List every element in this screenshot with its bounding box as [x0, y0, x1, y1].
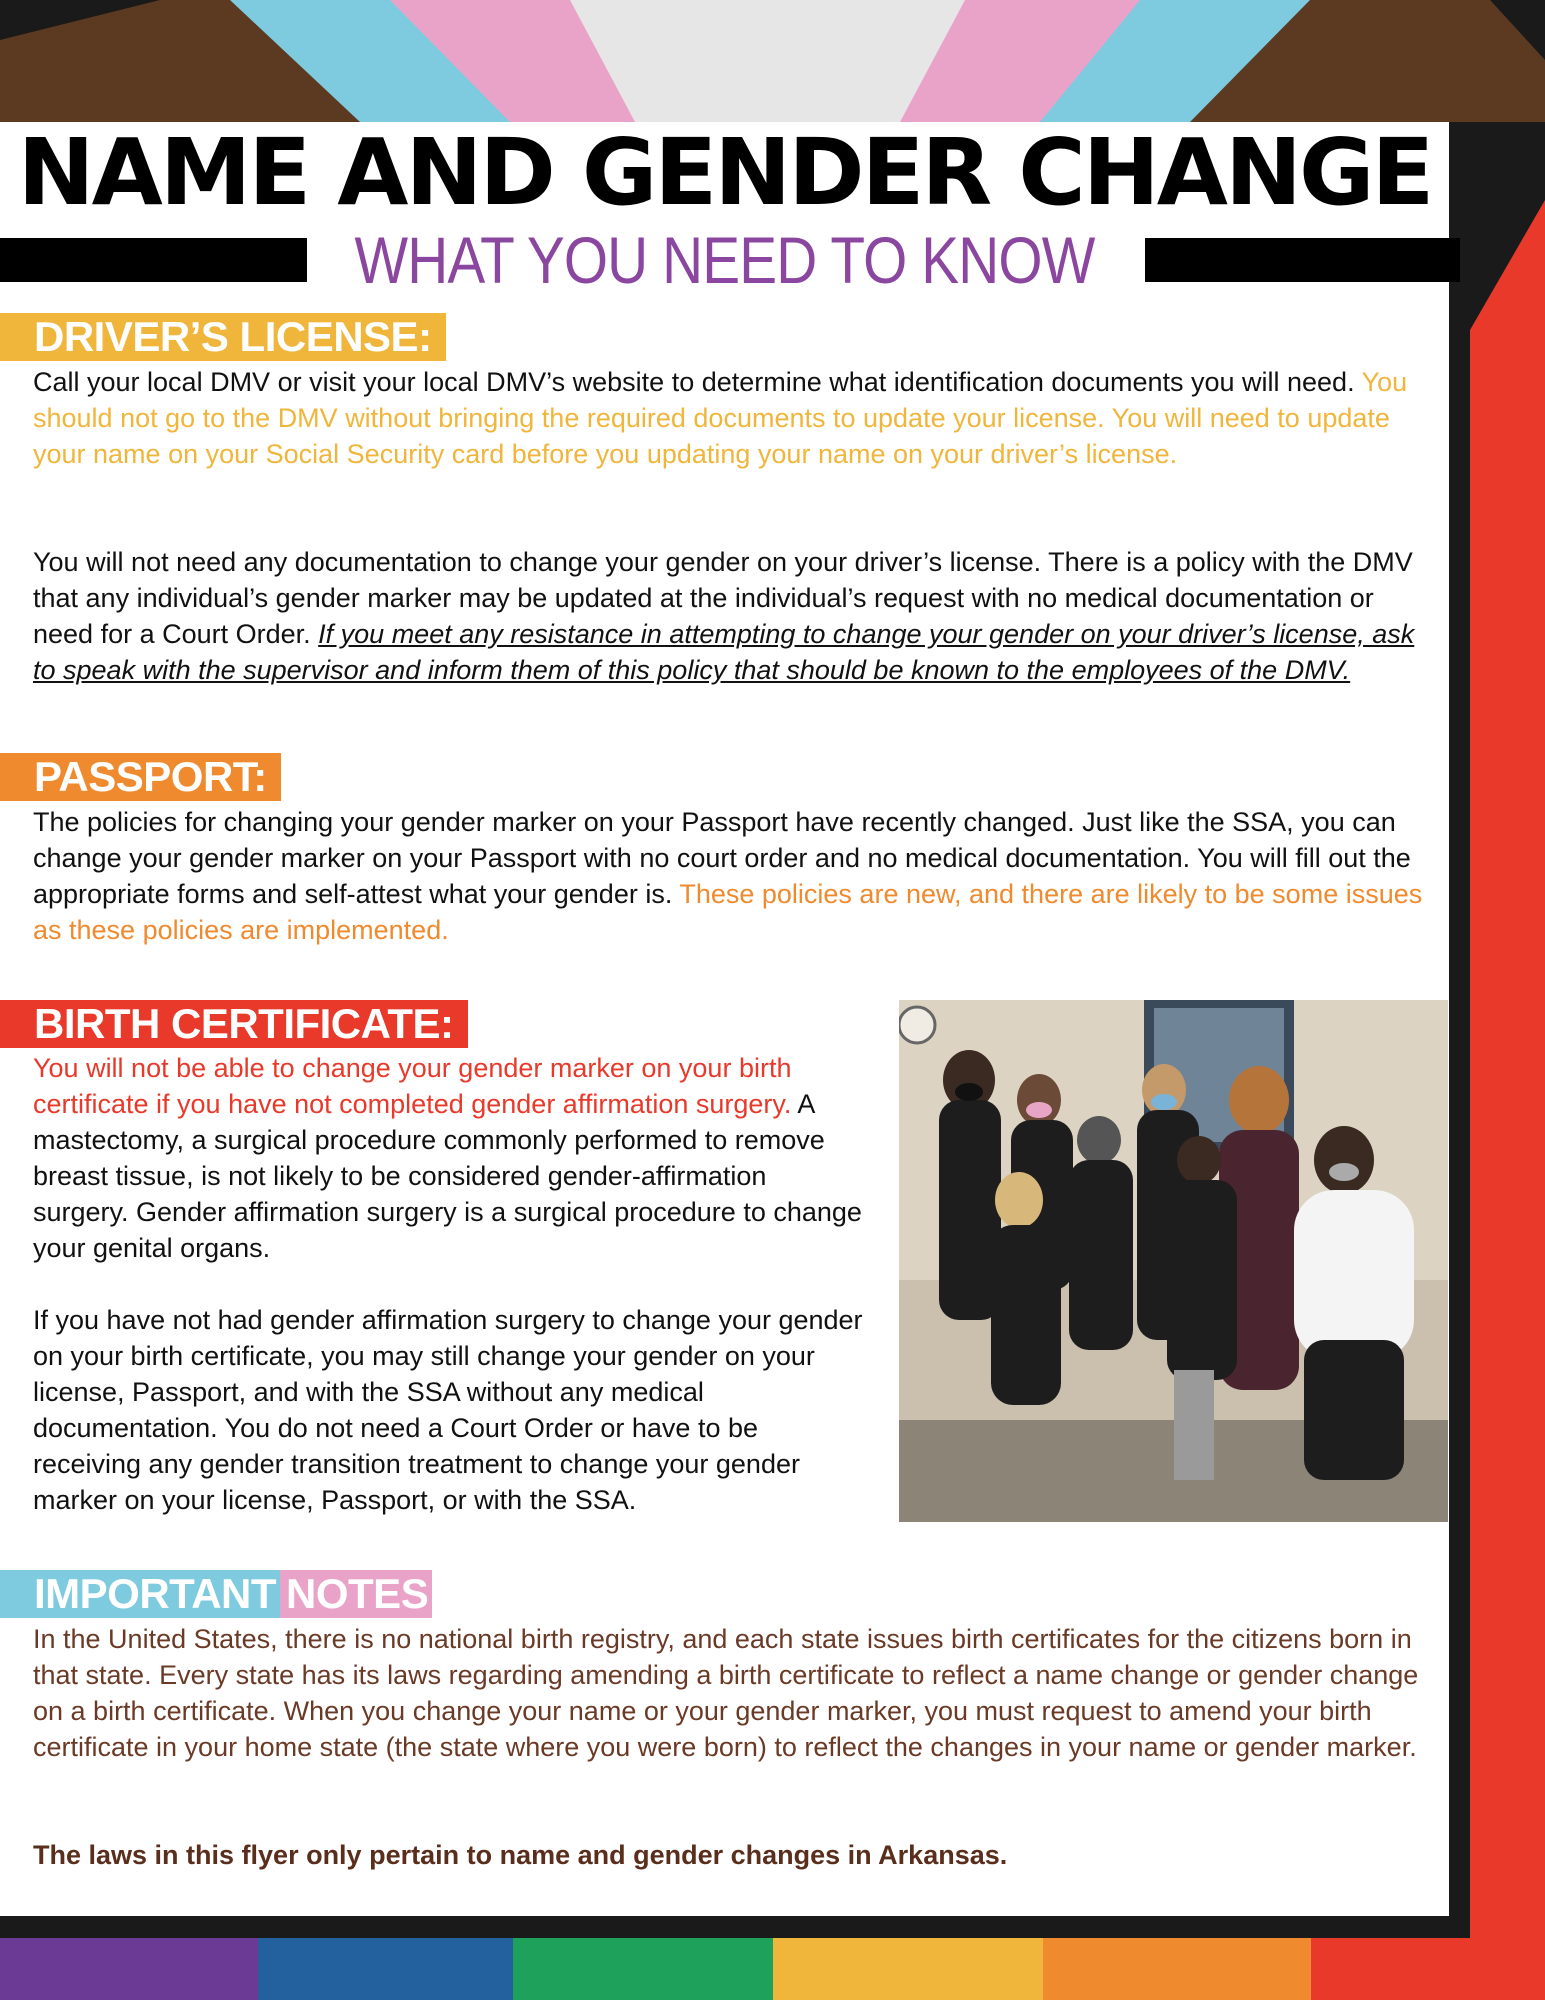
drivers-license-p1-highlight: You should not go to the DMV without bringing the required documents to update your license. You will need to update your name on your Social Security card before you updating your name on your driver’s license. [33, 367, 1408, 469]
passport-heading: PASSPORT: [0, 753, 281, 801]
birth-certificate-paragraph-2: If you have not had gender affirmation surgery to change your gender on your birth certificate, you may still change your gender on your license, Passport, and with the SSA without any medical documentation. You do not need a Court Order or have to be receiving any gender transition treatment to change your gender marker on your license, Passport, or with the SSA. [33, 1305, 863, 1515]
birth-certificate-paragraph-1 [33, 1050, 863, 1266]
bottom-stripe-orange [1043, 1938, 1311, 2000]
drivers-license-p2-text: You will not need any documentation to change your gender on your driver’s license. There is a policy with the DMV that any individual’s gender marker may be updated at the individual’s request with no medical documentation or need for a Court Order. [33, 547, 1413, 649]
important-notes-paragraph: In the United States, there is no national birth registry, and each state issues birth certificates for the citizens born in that state. Every state has its laws regarding amending a birth certificate to reflect a name change or gender change on a birth certificate. When you change your name or your gender marker, you must request to amend your birth certificate in your home state (the state where you were born) to reflect the changes in your name or gender marker. [33, 1624, 1419, 1762]
important-notes-heading-part2: NOTES [280, 1570, 432, 1618]
birth-certificate-p1-highlight: You will not be able to change your gender marker on your birth certificate if you have not completed gender affirmation surgery. [33, 1053, 792, 1119]
bottom-stripe-purple [0, 1938, 258, 2000]
birth-certificate-p1-text: A mastectomy, a surgical procedure commonly performed to remove breast tissue, is not likely to be considered gender-affirmation surgery. Gender affirmation surgery is a surgical procedure to change your genital organs. [33, 1089, 862, 1263]
passport-paragraph [33, 804, 1433, 948]
page-title: NAME AND GENDER CHANGE [17, 119, 1432, 226]
birth-certificate-heading: BIRTH CERTIFICATE: [0, 1000, 468, 1048]
drivers-license-p2-emphasis: If you meet any resistance in attempting to change your gender on your driver’s license, ask to speak with the supervisor and inform them of this policy that should be known to the employees of the DMV. [33, 619, 1415, 685]
bottom-stripe-green [513, 1938, 773, 2000]
drivers-license-paragraph-2 [33, 544, 1433, 688]
bottom-stripe-yellow [773, 1938, 1043, 2000]
bottom-stripe-blue [258, 1938, 513, 2000]
drivers-license-paragraph-1 [33, 364, 1433, 472]
passport-text: The policies for changing your gender marker on your Passport have recently changed. Just like the SSA, you can change your gender marker on your Passport with no court order and no medical documentation. You will fill out the appropriate forms and self-attest what your gender is. [33, 807, 1411, 909]
page-subtitle: WHAT YOU NEED TO KNOW [354, 223, 1095, 297]
drivers-license-p1-text: Call your local DMV or visit your local DMV’s website to determine what identification documents you will need. [33, 367, 1362, 397]
passport-highlight: These policies are new, and there are likely to be some issues as these policies are implemented. [33, 879, 1423, 945]
important-notes-heading-part1: IMPORTANT [0, 1570, 280, 1618]
important-notes-disclaimer: The laws in this flyer only pertain to name and gender changes in Arkansas. [33, 1840, 1008, 1870]
important-notes-heading [0, 1570, 432, 1618]
group-photo [899, 1000, 1448, 1522]
bottom-stripe-red [1311, 1938, 1545, 2000]
right-stripe-red [1470, 200, 1545, 2000]
drivers-license-heading: DRIVER’S LICENSE: [0, 313, 446, 361]
